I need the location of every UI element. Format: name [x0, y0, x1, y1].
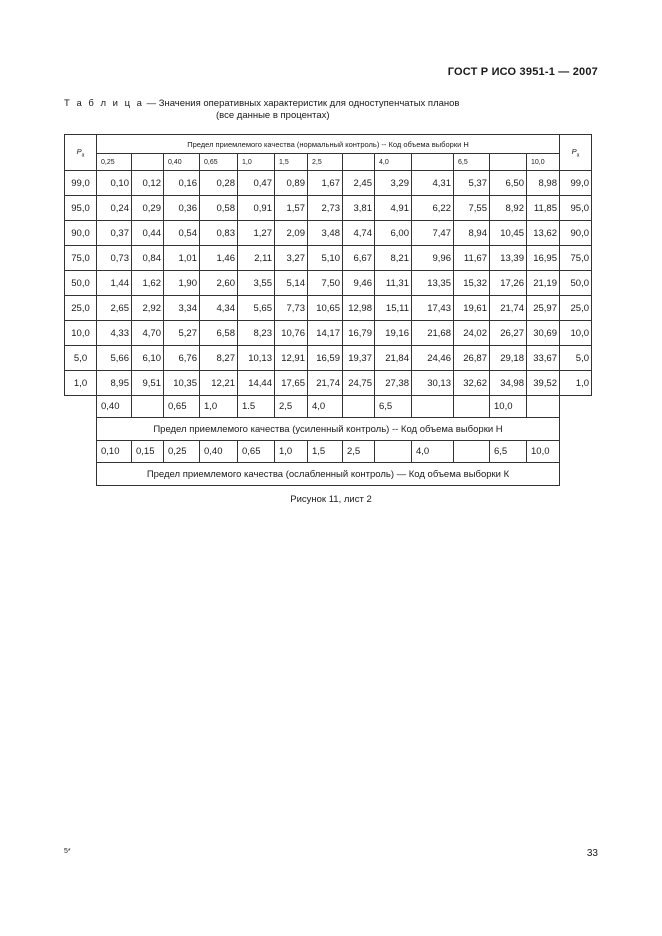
table-cell: 8,95 [97, 371, 132, 396]
table-cell: 26,87 [454, 346, 490, 371]
table-cell: 0,58 [200, 196, 238, 221]
aql-reduced-cell: 1,5 [308, 441, 343, 463]
figure-caption: Рисунок 11, лист 2 [290, 494, 372, 505]
table-title-main: — Значения оперативных характеристик для одноступенчатых планов [143, 98, 460, 109]
table-row [65, 371, 592, 396]
pa-header-right: $P_a$ [560, 135, 592, 171]
table-cell: 19,16 [375, 321, 412, 346]
table-cell: 4,74 [343, 221, 375, 246]
table-cell: 4,31 [412, 171, 454, 196]
aql-tightened-cell [412, 396, 454, 418]
table-cell: 1,46 [200, 246, 238, 271]
tightened-label-row [65, 418, 592, 441]
pa-value-right: 95,0 [560, 196, 592, 221]
table-cell: 3,55 [238, 271, 275, 296]
table-cell: 2,45 [343, 171, 375, 196]
table-cell: 21,74 [490, 296, 527, 321]
table-cell: 9,96 [412, 246, 454, 271]
table-cell: 17,43 [412, 296, 454, 321]
table-cell: 8,23 [238, 321, 275, 346]
table-cell: 0,44 [132, 221, 164, 246]
table-cell: 0,89 [275, 171, 308, 196]
spacer-cell [65, 463, 97, 486]
aql-normal-cell [132, 154, 164, 171]
table-title-sub: (все данные в процентах) [216, 110, 330, 121]
pa-value-right: 75,0 [560, 246, 592, 271]
pa-value-left: 25,0 [65, 296, 97, 321]
table-cell: 2,73 [308, 196, 343, 221]
table-cell: 1,67 [308, 171, 343, 196]
table-row [65, 321, 592, 346]
pa-value-right: 99,0 [560, 171, 592, 196]
table-cell: 8,94 [454, 221, 490, 246]
table-cell: 12,98 [343, 296, 375, 321]
table-cell: 39,52 [527, 371, 560, 396]
table-cell: 24,02 [454, 321, 490, 346]
aql-reduced-cell: 0,25 [164, 441, 200, 463]
table-cell: 6,00 [375, 221, 412, 246]
header-row-aql [65, 154, 592, 171]
aql-normal-cell: 1,5 [275, 154, 308, 171]
aql-reduced-cell: 0,15 [132, 441, 164, 463]
table-cell: 30,69 [527, 321, 560, 346]
table-cell: 12,91 [275, 346, 308, 371]
table-cell: 16,59 [308, 346, 343, 371]
table-cell: 0,16 [164, 171, 200, 196]
table-cell: 2,11 [238, 246, 275, 271]
spacer-cell [65, 441, 97, 463]
table-cell: 0,29 [132, 196, 164, 221]
aql-tightened-cell [343, 396, 375, 418]
aql-reduced-cell: 0,10 [97, 441, 132, 463]
table-cell: 19,61 [454, 296, 490, 321]
table-cell: 3,29 [375, 171, 412, 196]
table-cell: 16,79 [343, 321, 375, 346]
signature-mark: 5* [64, 848, 71, 855]
table-cell: 0,47 [238, 171, 275, 196]
table-cell: 27,38 [375, 371, 412, 396]
aql-tightened-cell: 10,0 [490, 396, 527, 418]
table-cell: 4,91 [375, 196, 412, 221]
table-cell: 7,47 [412, 221, 454, 246]
aql-normal-cell: 4,0 [375, 154, 412, 171]
table-cell: 14,44 [238, 371, 275, 396]
aql-reduced-cell: 0,40 [200, 441, 238, 463]
table-cell: 5,27 [164, 321, 200, 346]
aql-reduced-cell [454, 441, 490, 463]
aql-normal-cell: 1,0 [238, 154, 275, 171]
table-cell: 2,65 [97, 296, 132, 321]
table-row [65, 221, 592, 246]
aql-normal-cell: 10,0 [527, 154, 560, 171]
table-row [65, 196, 592, 221]
table-cell: 7,73 [275, 296, 308, 321]
reduced-inspection-label: Предел приемлемого качества (ослабленный контроль) — Код объема выборки К [97, 463, 560, 486]
pa-value-left: 1,0 [65, 371, 97, 396]
table-cell: 14,17 [308, 321, 343, 346]
reduced-aql-row [65, 441, 592, 463]
table-cell: 4,70 [132, 321, 164, 346]
aql-tightened-cell [527, 396, 560, 418]
pa-value-right: 1,0 [560, 371, 592, 396]
aql-normal-cell [343, 154, 375, 171]
table-cell: 6,10 [132, 346, 164, 371]
pa-value-left: 95,0 [65, 196, 97, 221]
table-row [65, 246, 592, 271]
table-cell: 24,75 [343, 371, 375, 396]
table-cell: 10,13 [238, 346, 275, 371]
table-cell: 8,92 [490, 196, 527, 221]
table-cell: 21,19 [527, 271, 560, 296]
table-cell: 0,10 [97, 171, 132, 196]
pa-value-left: 50,0 [65, 271, 97, 296]
spacer-cell [65, 418, 97, 441]
table-cell: 21,84 [375, 346, 412, 371]
table-cell: 8,21 [375, 246, 412, 271]
table-cell: 5,66 [97, 346, 132, 371]
reduced-label-row [65, 463, 592, 486]
table-cell: 8,98 [527, 171, 560, 196]
table-cell: 0,37 [97, 221, 132, 246]
table-cell: 6,58 [200, 321, 238, 346]
table-cell: 10,45 [490, 221, 527, 246]
pa-value-left: 99,0 [65, 171, 97, 196]
table-title [64, 98, 584, 122]
table-cell: 4,33 [97, 321, 132, 346]
aql-reduced-cell [375, 441, 412, 463]
aql-normal-cell: 6,5 [454, 154, 490, 171]
table-cell: 11,31 [375, 271, 412, 296]
aql-tightened-cell: 4,0 [308, 396, 343, 418]
table-cell: 1,01 [164, 246, 200, 271]
table-cell: 6,50 [490, 171, 527, 196]
aql-tightened-cell: 1.5 [238, 396, 275, 418]
table-cell: 6,76 [164, 346, 200, 371]
table-cell: 1,90 [164, 271, 200, 296]
table-cell: 5,14 [275, 271, 308, 296]
table-cell: 6,67 [343, 246, 375, 271]
table-cell: 7,50 [308, 271, 343, 296]
spacer-cell [65, 396, 97, 418]
aql-normal-cell: 2,5 [308, 154, 343, 171]
table-cell: 3,48 [308, 221, 343, 246]
table-cell: 32,62 [454, 371, 490, 396]
table-cell: 10,76 [275, 321, 308, 346]
table-cell: 11,85 [527, 196, 560, 221]
pa-value-right: 5,0 [560, 346, 592, 371]
oc-values-table [64, 134, 592, 486]
table-row [65, 271, 592, 296]
table-title-prefix: Т а б л и ц а [64, 98, 144, 109]
table-cell: 16,95 [527, 246, 560, 271]
table-cell: 15,32 [454, 271, 490, 296]
pa-value-right: 50,0 [560, 271, 592, 296]
table-cell: 13,62 [527, 221, 560, 246]
table-cell: 21,68 [412, 321, 454, 346]
table-cell: 24,46 [412, 346, 454, 371]
page-number: 33 [586, 848, 598, 859]
table-cell: 3,34 [164, 296, 200, 321]
table-cell: 8,27 [200, 346, 238, 371]
aql-reduced-cell: 6,5 [490, 441, 527, 463]
standard-designation: ГОСТ Р ИСО 3951-1 — 2007 [447, 66, 598, 78]
table-cell: 33,67 [527, 346, 560, 371]
table-cell: 10,65 [308, 296, 343, 321]
table-cell: 26,27 [490, 321, 527, 346]
pa-value-left: 5,0 [65, 346, 97, 371]
aql-reduced-cell: 0,65 [238, 441, 275, 463]
pa-value-right: 10,0 [560, 321, 592, 346]
table-cell: 0,54 [164, 221, 200, 246]
pa-header-left: $P_a$ [65, 135, 97, 171]
pa-value-right: 90,0 [560, 221, 592, 246]
table-cell: 12,21 [200, 371, 238, 396]
table-cell: 3,81 [343, 196, 375, 221]
aql-tightened-cell [132, 396, 164, 418]
normal-inspection-label: Предел приемлемого качества (нормальный контроль) -- Код объема выборки Н [97, 135, 560, 154]
aql-reduced-cell: 10,0 [527, 441, 560, 463]
table-cell: 5,65 [238, 296, 275, 321]
aql-reduced-cell: 1,0 [275, 441, 308, 463]
aql-reduced-cell: 4,0 [412, 441, 454, 463]
table-cell: 1,44 [97, 271, 132, 296]
table-cell: 15,11 [375, 296, 412, 321]
table-cell: 7,55 [454, 196, 490, 221]
table-cell: 9,51 [132, 371, 164, 396]
table-cell: 29,18 [490, 346, 527, 371]
table-cell: 4,34 [200, 296, 238, 321]
table-cell: 0,73 [97, 246, 132, 271]
table-cell: 21,74 [308, 371, 343, 396]
table-cell: 2,09 [275, 221, 308, 246]
pa-value-left: 75,0 [65, 246, 97, 271]
table-row [65, 346, 592, 371]
table-cell: 0,28 [200, 171, 238, 196]
table-row [65, 296, 592, 321]
aql-normal-cell: 0,65 [200, 154, 238, 171]
table-cell: 0,83 [200, 221, 238, 246]
aql-tightened-cell: 0,65 [164, 396, 200, 418]
table-cell: 1,57 [275, 196, 308, 221]
table-cell: 34,98 [490, 371, 527, 396]
aql-tightened-cell: 0,40 [97, 396, 132, 418]
aql-tightened-cell: 1,0 [200, 396, 238, 418]
table-cell: 0,84 [132, 246, 164, 271]
aql-normal-cell [490, 154, 527, 171]
table-cell: 1,27 [238, 221, 275, 246]
table-cell: 0,12 [132, 171, 164, 196]
header-row-label [65, 135, 592, 154]
table-cell: 19,37 [343, 346, 375, 371]
table-cell: 0,91 [238, 196, 275, 221]
table-cell: 3,27 [275, 246, 308, 271]
table-cell: 2,60 [200, 271, 238, 296]
pa-value-left: 10,0 [65, 321, 97, 346]
table-cell: 6,22 [412, 196, 454, 221]
table-cell: 0,24 [97, 196, 132, 221]
table-cell: 13,39 [490, 246, 527, 271]
table-cell: 0,36 [164, 196, 200, 221]
table-cell: 1,62 [132, 271, 164, 296]
table-cell: 11,67 [454, 246, 490, 271]
aql-tightened-cell [454, 396, 490, 418]
table-cell: 17,65 [275, 371, 308, 396]
table-cell: 13,35 [412, 271, 454, 296]
table-cell: 5,37 [454, 171, 490, 196]
pa-value-right: 25,0 [560, 296, 592, 321]
table-cell: 2,92 [132, 296, 164, 321]
aql-normal-cell: 0,40 [164, 154, 200, 171]
aql-reduced-cell: 2,5 [343, 441, 375, 463]
aql-tightened-cell: 2,5 [275, 396, 308, 418]
table-cell: 9,46 [343, 271, 375, 296]
table-row [65, 171, 592, 196]
aql-normal-cell: 0,25 [97, 154, 132, 171]
table-cell: 25,97 [527, 296, 560, 321]
pa-value-left: 90,0 [65, 221, 97, 246]
table-cell: 10,35 [164, 371, 200, 396]
table-cell: 17,26 [490, 271, 527, 296]
table-cell: 30,13 [412, 371, 454, 396]
tightened-inspection-label: Предел приемлемого качества (усиленный контроль) -- Код объема выборки Н [97, 418, 560, 441]
table-cell: 5,10 [308, 246, 343, 271]
aql-normal-cell [412, 154, 454, 171]
tightened-aql-row [65, 396, 592, 418]
aql-tightened-cell: 6,5 [375, 396, 412, 418]
